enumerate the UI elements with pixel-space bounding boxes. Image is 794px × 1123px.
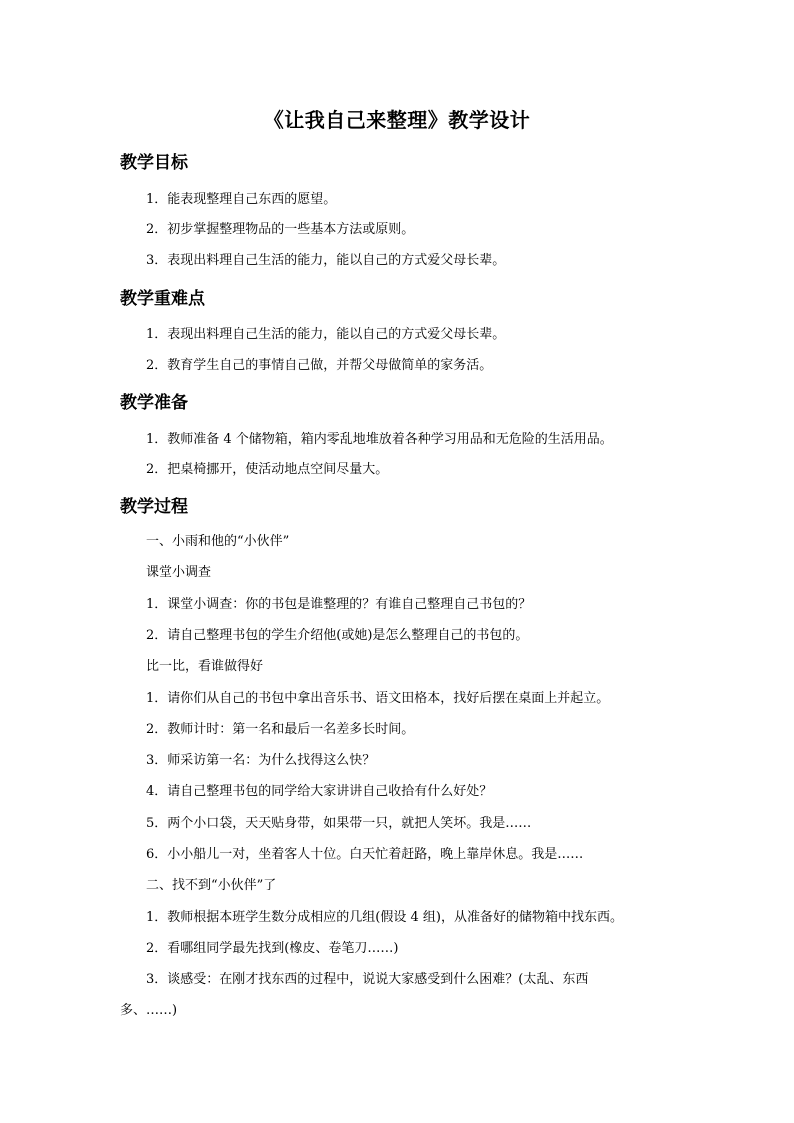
process-subheading: 比一比，看谁做得好 [146, 659, 264, 674]
heading-goals: 教学目标 [120, 153, 188, 173]
goal-item: 1．能表现整理自己东西的愿望。 [146, 192, 337, 207]
goal-item: 2．初步掌握整理物品的一些基本方法或原则。 [146, 222, 415, 237]
key-point-item: 1．表现出料理自己生活的能力，能以自己的方式爱父母长辈。 [146, 327, 506, 342]
process-subheading: 一、小雨和他的“小伙伴” [146, 534, 290, 549]
key-point-item: 2．教育学生自己的事情自己做，并帮父母做简单的家务活。 [146, 358, 493, 373]
process-subheading: 二、找不到“小伙伴”了 [146, 878, 277, 893]
document-title: 《让我自己来整理》教学设计 [263, 108, 531, 132]
preparation-item: 2．把桌椅挪开，使活动地点空间尽量大。 [146, 462, 389, 477]
process-item: 6．小小船儿一对，坐着客人十位。白天忙着赶路，晚上靠岸休息。我是…… [146, 847, 584, 862]
process-item: 5．两个小口袋，天天贴身带，如果带一只，就把人笑坏。我是…… [146, 816, 532, 831]
process-item: 4．请自己整理书包的同学给大家讲讲自己收拾有什么好处？ [146, 784, 493, 799]
process-item: 3．谈感受：在刚才找东西的过程中，说说大家感受到什么困难？(太乱、东西 [146, 972, 589, 987]
goal-item: 3．表现出料理自己生活的能力，能以自己的方式爱父母长辈。 [146, 253, 506, 268]
heading-process: 教学过程 [120, 497, 188, 517]
process-item: 1．教师根据本班学生数分成相应的几组(假设 4 组)，从准备好的储物箱中找东西。 [146, 910, 623, 925]
preparation-item: 1．教师准备 4 个储物箱，箱内零乱地堆放着各种学习用品和无危险的生活用品。 [146, 432, 613, 447]
process-item: 1．课堂小调查：你的书包是谁整理的？有谁自己整理自己书包的？ [146, 597, 532, 612]
process-item: 3．师采访第一名：为什么找得这么快？ [146, 753, 376, 768]
heading-key-points: 教学重难点 [120, 289, 205, 309]
process-item: 2．教师计时：第一名和最后一名差多长时间。 [146, 722, 415, 737]
process-subheading: 课堂小调查 [146, 565, 212, 580]
heading-preparation: 教学准备 [120, 393, 188, 413]
process-item: 2．请自己整理书包的学生介绍他(或她)是怎么整理自己的书包的。 [146, 628, 529, 643]
process-item-continuation: 多、……) [120, 1003, 178, 1018]
process-item: 2．看哪组同学最先找到(橡皮、卷笔刀……) [146, 941, 399, 956]
process-item: 1．请你们从自己的书包中拿出音乐书、语文田格本，找好后摆在桌面上并起立。 [146, 691, 610, 706]
